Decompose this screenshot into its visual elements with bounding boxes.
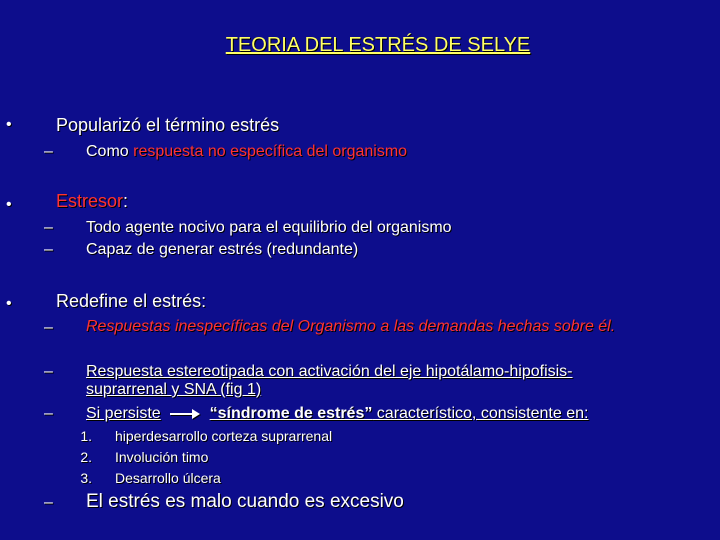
bullet-3-sub-3 bbox=[86, 405, 588, 423]
dash-marker: – bbox=[44, 241, 53, 258]
bullet-3-sub-3-suffix: característico, consistente en: bbox=[372, 405, 589, 422]
conclusion-text: El estrés es malo cuando es excesivo bbox=[86, 491, 404, 512]
list-item: Desarrollo úlcera bbox=[115, 470, 221, 486]
dash-marker: – bbox=[44, 363, 53, 380]
dash-marker: – bbox=[44, 405, 53, 422]
bullet-2-highlight: Estresor bbox=[56, 191, 124, 211]
bullet-3-sub-3-quote: “síndrome de estrés” bbox=[209, 405, 373, 422]
bullet-2-sub-1: Todo agente nocivo para el equilibrio del organismo bbox=[86, 219, 452, 236]
right-arrow-icon bbox=[169, 408, 203, 420]
bullet-3-sub-2-line-1: Respuesta estereotipada con activación del eje hipotálamo-hipofisis- bbox=[86, 363, 573, 380]
list-item: Involución timo bbox=[115, 449, 209, 465]
dash-marker: – bbox=[44, 143, 53, 160]
bullet-1-sub-1-highlight: respuesta no específica del organismo bbox=[133, 143, 408, 160]
list-item: hiperdesarrollo corteza suprarrenal bbox=[115, 428, 333, 444]
dash-marker: – bbox=[44, 494, 53, 511]
bullet-1-sub-1-prefix: Como bbox=[86, 143, 134, 160]
list-number: 1. bbox=[80, 428, 92, 444]
bullet-1-text: Popularizó el término estrés bbox=[56, 115, 280, 135]
list-number: 2. bbox=[80, 449, 92, 465]
bullet-1-sub-1 bbox=[86, 143, 407, 161]
bullet-2-text bbox=[56, 191, 128, 212]
bullet-3-sub-3-prefix: Si persiste bbox=[86, 405, 161, 422]
list-number: 3. bbox=[80, 470, 92, 486]
dash-marker: – bbox=[44, 219, 53, 236]
slide-title: TEORIA DEL ESTRÉS DE SELYE bbox=[225, 34, 531, 56]
bullet-2-sub-2: Capaz de generar estrés (redundante) bbox=[86, 241, 359, 258]
bullet-marker: • bbox=[6, 116, 12, 133]
bullet-3-sub-1: Respuestas inespecíficas del Organismo a las demandas hechas sobre él. bbox=[86, 318, 616, 335]
bullet-marker: • bbox=[6, 196, 12, 213]
bullet-3-text: Redefine el estrés: bbox=[56, 291, 207, 311]
bullet-3-sub-2-line-2: suprarrenal y SNA (fig 1) bbox=[86, 381, 262, 398]
dash-marker: – bbox=[44, 319, 53, 336]
bullet-2-suffix: : bbox=[123, 191, 129, 211]
bullet-marker: • bbox=[6, 295, 12, 312]
